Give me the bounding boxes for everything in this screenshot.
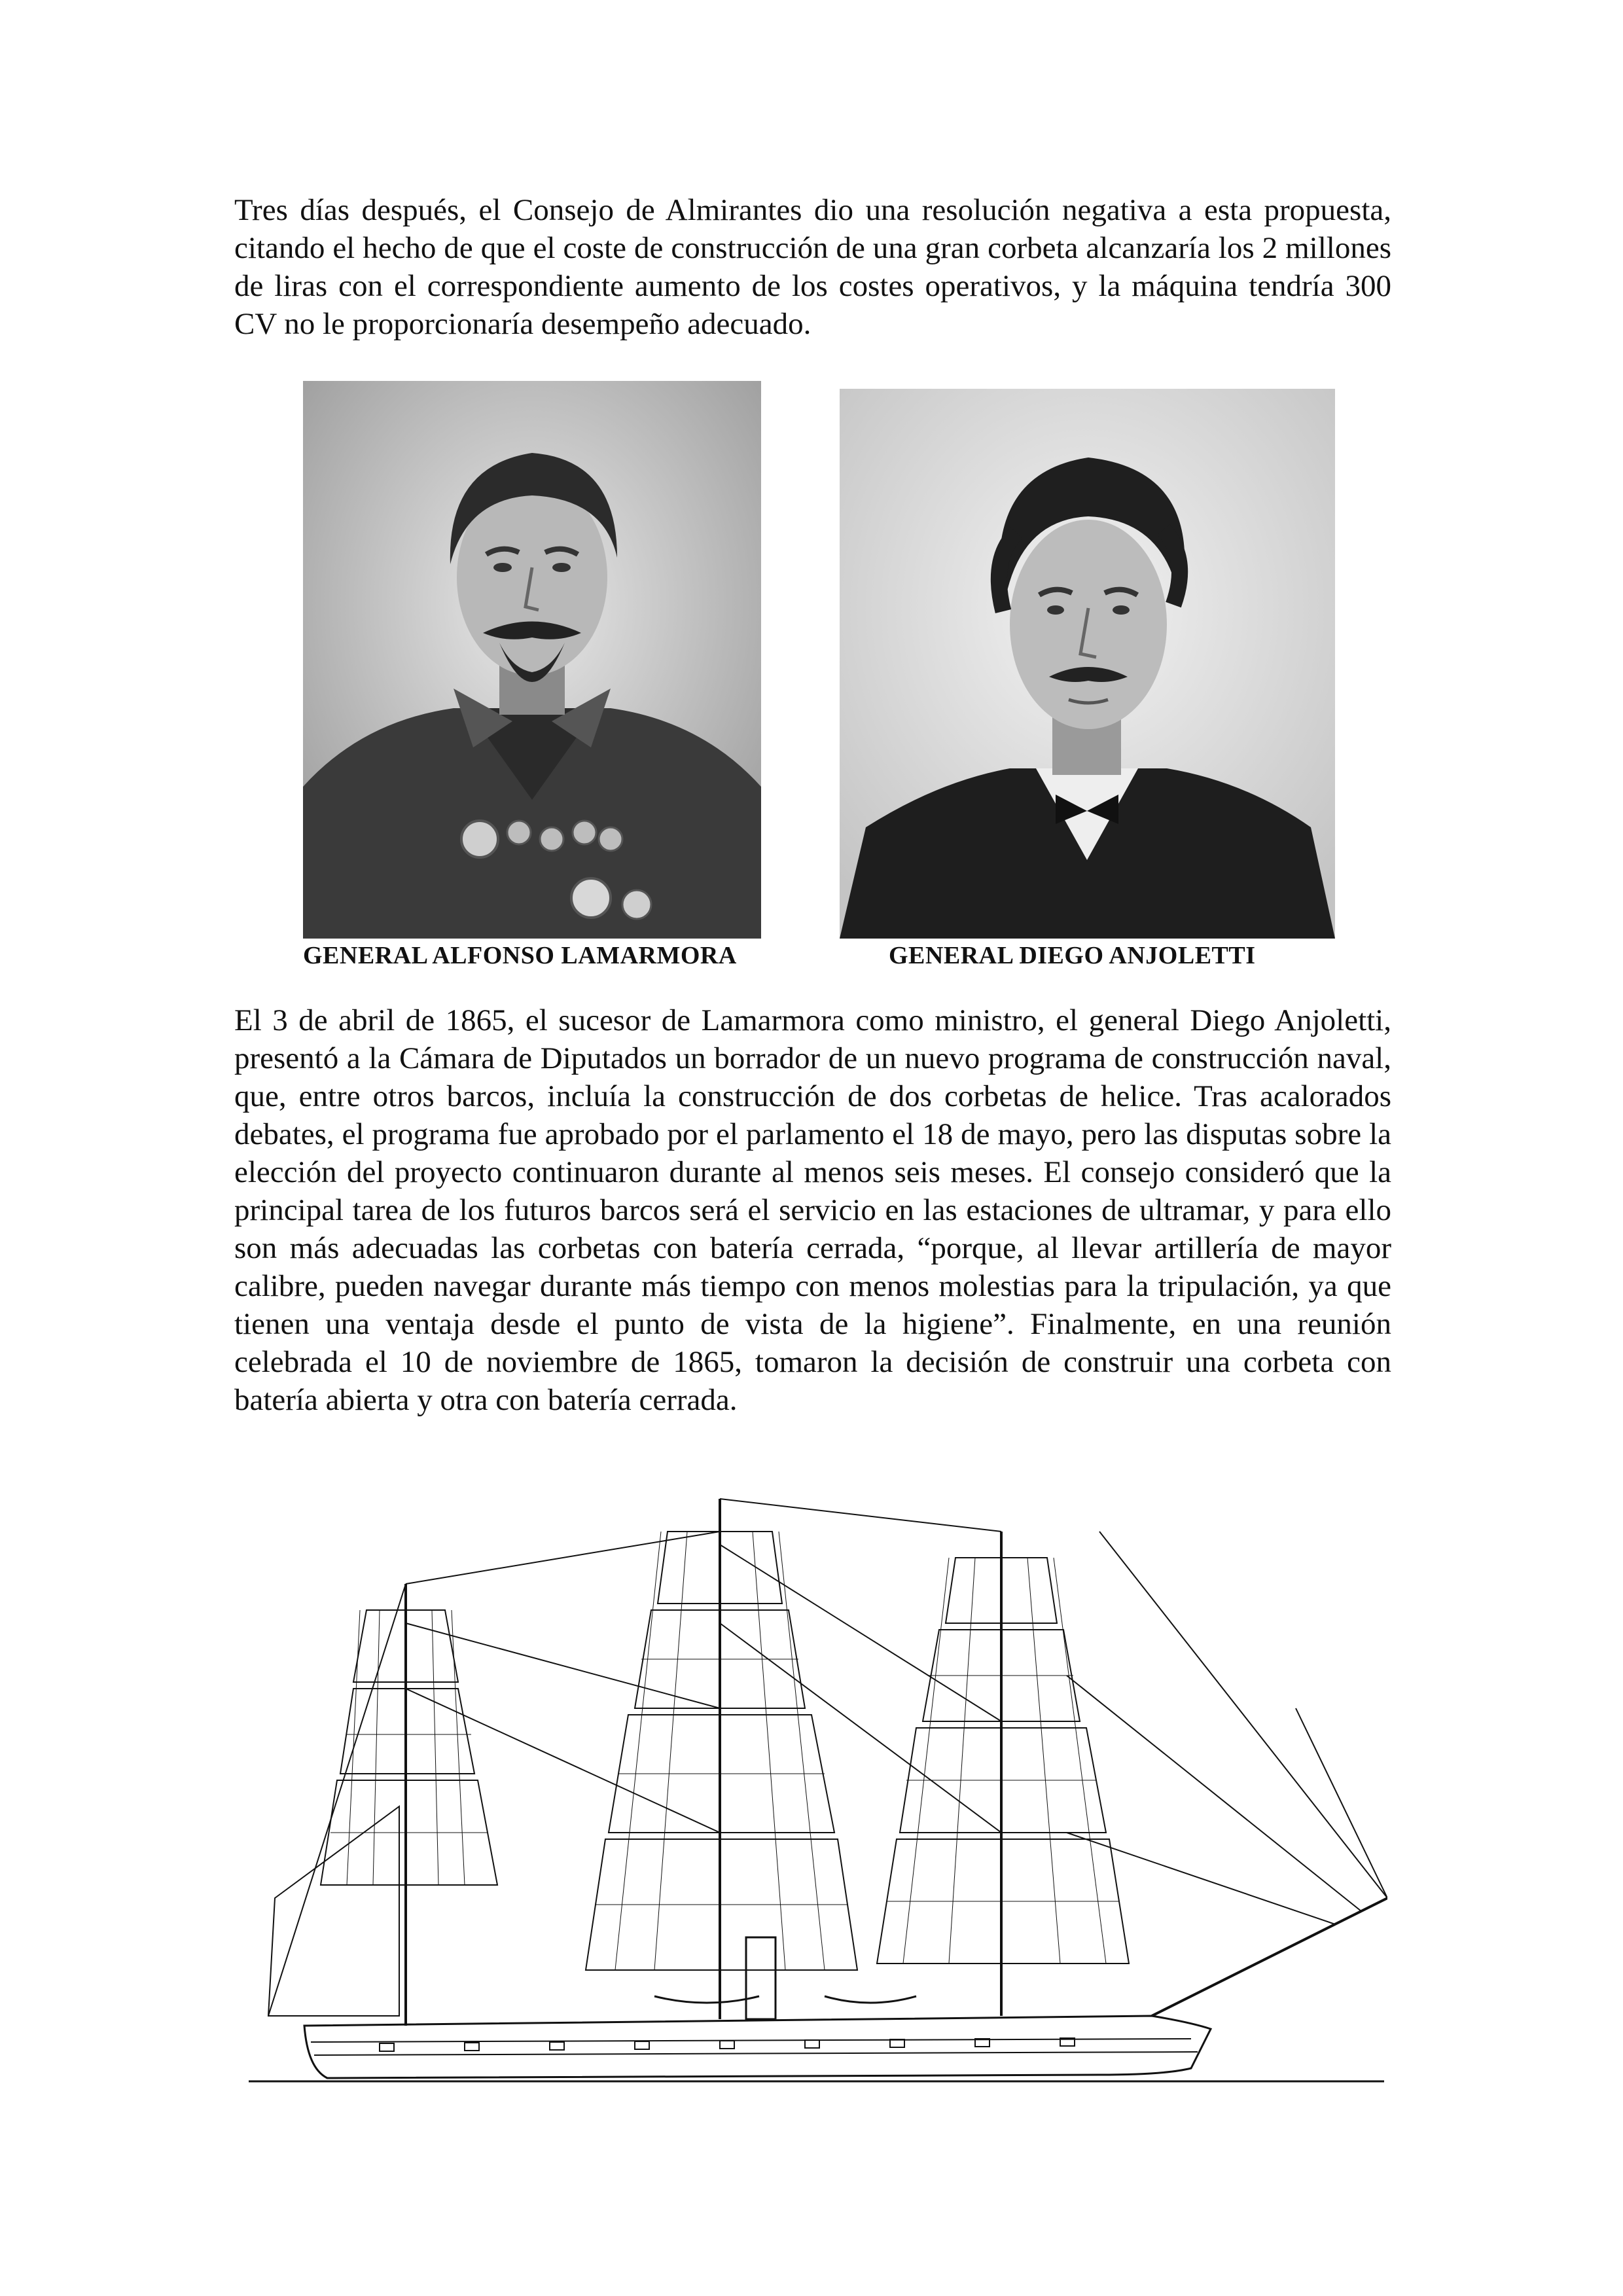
portrait-anjoletti	[840, 389, 1335, 939]
portrait-lamarmora	[303, 381, 761, 939]
corvette-line-drawing	[249, 1492, 1387, 2094]
caption-lamarmora: GENERAL ALFONSO LAMARMORA	[303, 942, 737, 969]
main-paragraph: El 3 de abril de 1865, el sucesor de Lamarmora como ministro, el general Diego Anjoletti, presentó a la Cámara de Diputados un borrador de un nuevo programa de construcción naval, que, entre otros barcos, incluía la construcción de dos corbetas de helice. Tras acalorados debates, el programa fue aprobado por el parlamento el 18 de mayo, pero las disputas sobre la elección del proyecto continuaron durante al menos seis meses. El consejo consideró que la principal tarea de los futuros barcos será el servicio en las estaciones de ultramar, y para ello son más adecuadas las corbetas con batería cerrada, “porque, al llevar artillería de mayor calibre, pueden navegar durante más tiempo con menos molestias para la tripulación, ya que tienen una ventaja desde el punto de vista de la higiene”. Finalmente, en una reunión celebrada el 10 de noviembre de 1865, tomaron la decisión de construir una corbeta con batería abierta y otra con batería cerrada.	[234, 1003, 1391, 1417]
caption-anjoletti: GENERAL DIEGO ANJOLETTI	[889, 942, 1256, 969]
intro-paragraph: Tres días después, el Consejo de Almirantes dio una resolución negativa a esta propuesta, citando el hecho de que el coste de construcción de una gran corbeta alcanzaría los 2 millones de liras con el correspondiente aumento de los costes operativos, y la máquina tendría 300 CV no le proporcionaría desempeño adecuado.	[234, 193, 1391, 341]
